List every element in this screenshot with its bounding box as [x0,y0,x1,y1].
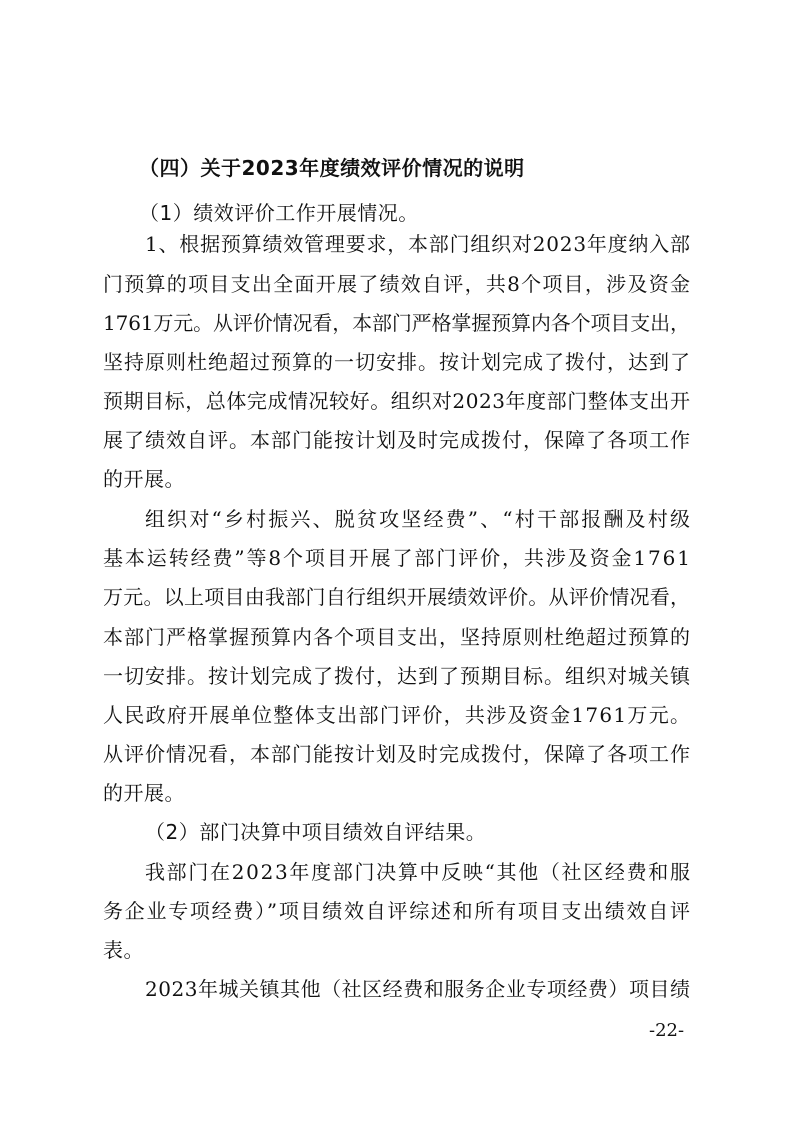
paragraph-2-line: 人民政府开展单位整体支出部门评价，共涉及资金1761万元。 [103,703,692,727]
paragraph-3-line: 务企业专项经费）”项目绩效自评综述和所有项目支出绩效自评 [103,899,692,923]
page-number: -22- [649,1020,685,1041]
paragraph-1-line: 1、根据预算绩效管理要求，本部门组织对2023年度纳入部 [145,232,691,256]
paragraph-2-line: 本部门严格掌握预算内各个项目支出，坚持原则杜绝超过预算的 [103,625,691,649]
paragraph-1-line: 预期目标，总体完成情况较好。组织对2023年度部门整体支出开 [103,389,691,413]
section-title: （四）关于2023年度绩效评价情况的说明 [139,156,525,180]
paragraph-2-line: 基本运转经费”等8个项目开展了部门评价，共涉及资金1761 [103,546,692,570]
paragraph-2-line: 组织对“乡村振兴、脱贫攻坚经费”、“村干部报酬及村级 [145,507,693,531]
paragraph-4-line: 2023年城关镇其他（社区经费和服务企业专项经费）项目绩 [145,977,691,1001]
paragraph-1-line: 坚持原则杜绝超过预算的一切安排。按计划完成了拨付，达到了 [103,350,691,374]
paragraph-1-line: 的开展。 [103,467,185,491]
subsection-2-title: （2）部门决算中项目绩效自评结果。 [145,820,487,844]
paragraph-2-line: 一切安排。按计划完成了拨付，达到了预期目标。组织对城关镇 [103,664,691,688]
paragraph-1-line: 展了绩效自评。本部门能按计划及时完成拨付，保障了各项工作 [103,428,691,452]
paragraph-2-line: 从评价情况看，本部门能按计划及时完成拨付，保障了各项工作 [103,742,691,766]
subsection-1-title: （1）绩效评价工作开展情况。 [139,201,419,225]
paragraph-2-line: 万元。以上项目由我部门自行组织开展绩效评价。从评价情况看， [103,585,691,609]
paragraph-2-line: 的开展。 [103,781,185,805]
paragraph-3-line: 我部门在2023年度部门决算中反映“其他（社区经费和服 [145,860,692,884]
paragraph-1-line: 门预算的项目支出全面开展了绩效自评，共8个项目，涉及资金 [103,272,692,296]
paragraph-1-line: 1761万元。从评价情况看，本部门严格掌握预算内各个项目支出， [103,311,690,335]
paragraph-3-line: 表。 [103,938,144,962]
